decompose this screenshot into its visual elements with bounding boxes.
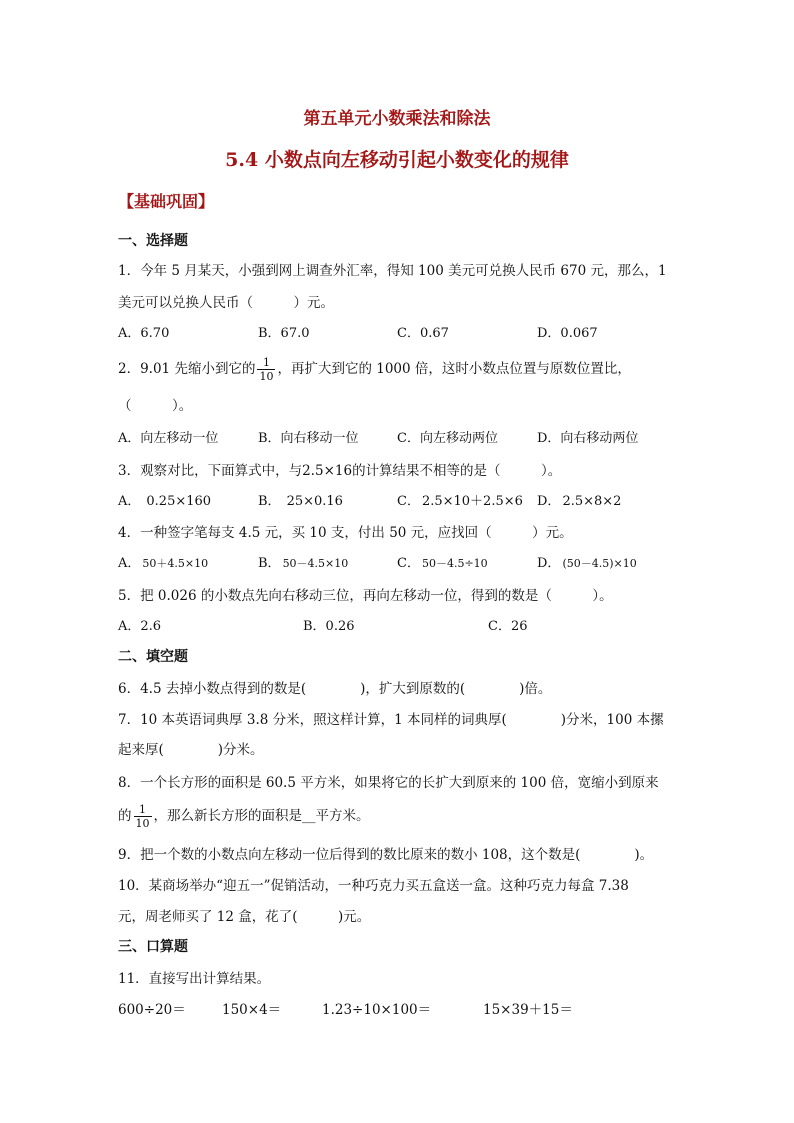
q8-text-pre: 的 bbox=[118, 808, 132, 824]
q1-line2: 美元可以兑换人民币（ ）元。 bbox=[118, 295, 334, 311]
q3-line1 bbox=[118, 459, 561, 479]
q3-option-b bbox=[258, 490, 343, 509]
section-heading-fill: 二、填空题 bbox=[118, 649, 188, 665]
q8-line2 bbox=[118, 803, 370, 830]
q11-line1: 11．直接写出计算结果。 bbox=[118, 971, 271, 987]
q2-fraction-denominator: 10 bbox=[259, 370, 274, 383]
q4-option-b-label: B． bbox=[258, 556, 281, 571]
q1-option-b: B．67.0 bbox=[258, 326, 310, 341]
q10-line1: 10．某商场举办“迎五一”促销活动，一种巧克力买五盒送一盒。这种巧克力每盒 7.38 bbox=[118, 878, 629, 894]
q1-option-d: D．0.067 bbox=[537, 326, 598, 341]
q7-line2: 起来厚( )分米。 bbox=[118, 742, 264, 758]
q2-option-c: C．向左移动两位 bbox=[397, 431, 498, 446]
q3-expression: 2.5×16 bbox=[302, 463, 353, 479]
q5-option-c: C．26 bbox=[488, 619, 528, 634]
q3-option-a-label: A． bbox=[118, 494, 141, 509]
q7-line1: 7．10 本英语词典厚 3.8 分米，照这样计算，1 本同样的词典厚( )分米，100 本摞 bbox=[118, 712, 664, 728]
q4-option-b bbox=[258, 552, 348, 571]
q3-text-post: 的计算结果不相等的是（ ）。 bbox=[352, 463, 562, 479]
q4-line1: 4．一种签字笔每支 4.5 元，买 10 支，付出 50 元，应找回（ ）元。 bbox=[118, 525, 573, 541]
q2-line2: （ ）。 bbox=[118, 398, 193, 414]
q3-option-d-label: D． bbox=[537, 494, 561, 509]
q3-option-b-expr: 25×0.16 bbox=[286, 494, 343, 509]
q4-option-a-expr: 50＋4.5×10 bbox=[142, 557, 209, 570]
q3-option-a bbox=[118, 490, 211, 509]
q5-line1: 5．把 0.026 的小数点先向右移动三位，再向左移动一位，得到的数是（ ）。 bbox=[118, 588, 613, 604]
q3-text-pre: 3．观察对比，下面算式中，与 bbox=[118, 463, 303, 479]
section-heading-mental-math: 三、口算题 bbox=[118, 939, 188, 955]
q9-line1: 9．把一个数的小数点向左移动一位后得到的数比原来的数小 108，这个数是( )。 bbox=[118, 847, 654, 863]
q3-option-c bbox=[397, 490, 523, 509]
q11-item-4: 15×39＋15＝ bbox=[483, 1002, 573, 1018]
q2-fraction-numerator: 1 bbox=[257, 356, 275, 370]
q5-option-b: B．0.26 bbox=[303, 619, 355, 634]
q4-option-b-expr: 50－4.5×10 bbox=[282, 557, 349, 570]
q8-line1: 8．一个长方形的面积是 60.5 平方米，如果将它的长扩大到原来的 100 倍，宽缩小到原来 bbox=[118, 775, 659, 791]
q4-option-c-expr: 50－4.5÷10 bbox=[421, 557, 488, 570]
q4-option-a-label: A． bbox=[118, 556, 141, 571]
q4-option-a bbox=[118, 552, 208, 571]
unit-title: 第五单元小数乘法和除法 bbox=[303, 109, 491, 129]
q8-fraction bbox=[134, 803, 152, 830]
lesson-title: 5.4 小数点向左移动引起小数变化的规律 bbox=[225, 149, 569, 171]
q2-option-a: A．向左移动一位 bbox=[118, 431, 219, 446]
q3-option-c-label: C． bbox=[397, 494, 420, 509]
q2-option-b: B．向右移动一位 bbox=[258, 431, 359, 446]
q4-option-d-expr: (50－4.5)×10 bbox=[562, 557, 637, 570]
q10-line2: 元，周老师买了 12 盒，花了( )元。 bbox=[118, 909, 371, 925]
q2-text-pre: 2．9.01 先缩小到它的 bbox=[118, 361, 256, 377]
q8-fraction-denominator: 10 bbox=[135, 817, 150, 830]
q2-text-post: ，再扩大到它的 1000 倍，这时小数点位置与原数位置比， bbox=[277, 361, 631, 377]
q3-option-d bbox=[537, 490, 621, 509]
q3-option-c-expr: 2.5×10＋2.5×6 bbox=[421, 494, 523, 509]
q4-option-c-label: C． bbox=[397, 556, 420, 571]
q1-option-c: C．0.67 bbox=[397, 326, 449, 341]
q4-option-d bbox=[537, 552, 637, 571]
q2-line1 bbox=[118, 356, 631, 383]
q3-option-d-expr: 2.5×8×2 bbox=[562, 494, 622, 509]
section-heading-choice: 一、选择题 bbox=[118, 233, 188, 249]
q1-option-a: A．6.70 bbox=[118, 326, 170, 341]
q3-option-b-label: B． bbox=[258, 494, 281, 509]
q5-option-a: A．2.6 bbox=[118, 619, 162, 634]
q2-fraction bbox=[257, 356, 275, 383]
q4-option-d-label: D． bbox=[537, 556, 561, 571]
q11-item-3: 1.23÷10×100＝ bbox=[322, 1002, 432, 1018]
q11-item-1: 600÷20＝ bbox=[118, 1002, 186, 1018]
q3-option-a-expr: 0.25×160 bbox=[146, 494, 212, 509]
q8-fraction-numerator: 1 bbox=[134, 803, 152, 817]
q4-option-c bbox=[397, 552, 488, 571]
q1-line1: 1．今年 5 月某天，小强到网上调查外汇率，得知 100 美元可兑换人民币 670 元，那么，1 bbox=[118, 263, 667, 279]
q11-item-2: 150×4＝ bbox=[222, 1002, 282, 1018]
q6-line1: 6．4.5 去掉小数点得到的数是( )，扩大到原数的( )倍。 bbox=[118, 681, 552, 697]
q2-option-d: D．向右移动两位 bbox=[537, 431, 639, 446]
q8-text-post: ，那么新长方形的面积是__平方米。 bbox=[153, 808, 370, 824]
section-tag: 【基础巩固】 bbox=[118, 192, 215, 211]
